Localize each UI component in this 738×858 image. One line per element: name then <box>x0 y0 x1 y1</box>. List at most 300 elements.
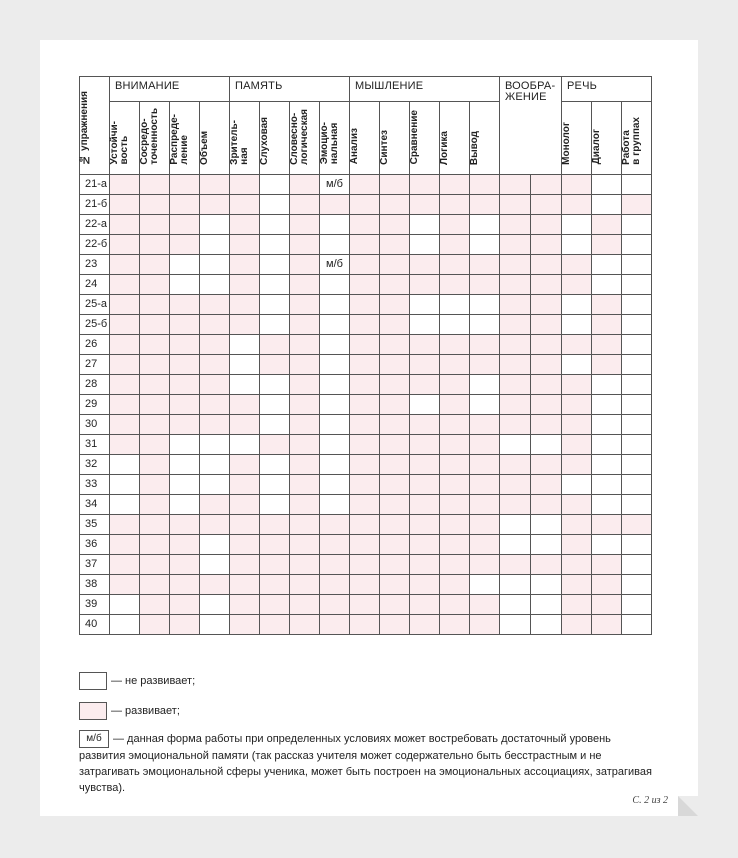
develops-cell <box>410 254 440 274</box>
develops-cell <box>410 334 440 354</box>
not-develops-cell <box>200 234 230 254</box>
develops-cell <box>380 614 410 634</box>
develops-cell <box>350 354 380 374</box>
not-develops-cell <box>592 174 622 194</box>
not-develops-cell <box>260 194 290 214</box>
not-develops-cell <box>622 374 652 394</box>
develops-cell <box>290 174 320 194</box>
develops-cell <box>140 574 170 594</box>
not-develops-cell <box>170 454 200 474</box>
mb-cell: м/б <box>320 254 350 274</box>
develops-cell <box>531 194 562 214</box>
subcolumn-header <box>230 102 260 175</box>
not-develops-cell <box>622 254 652 274</box>
not-develops-cell <box>410 234 440 254</box>
not-develops-cell <box>500 514 531 534</box>
develops-cell <box>592 314 622 334</box>
table-row <box>80 194 652 214</box>
develops-cell <box>440 214 470 234</box>
develops-cell <box>440 354 470 374</box>
subcolumn-header <box>470 102 500 175</box>
subcolumn-label: Сравнение <box>409 110 420 165</box>
not-develops-cell <box>470 574 500 594</box>
develops-cell <box>562 374 592 394</box>
not-develops-cell <box>110 614 140 634</box>
develops-cell <box>110 394 140 414</box>
not-develops-cell <box>230 334 260 354</box>
subcolumn-header <box>110 102 140 175</box>
not-develops-cell <box>260 214 290 234</box>
not-develops-cell <box>592 534 622 554</box>
not-develops-cell <box>622 574 652 594</box>
subcolumn-label: Распреде- ление <box>169 114 190 165</box>
develops-cell <box>562 594 592 614</box>
develops-cell <box>110 554 140 574</box>
group-header: МЫШЛЕНИЕ <box>350 77 500 102</box>
exercise-number-cell: 23 <box>80 254 110 274</box>
subcolumn-header <box>140 102 170 175</box>
develops-cell <box>230 494 260 514</box>
develops-cell <box>531 394 562 414</box>
develops-cell <box>562 554 592 574</box>
develops-cell <box>470 414 500 434</box>
develops-cell <box>260 594 290 614</box>
exercise-number-cell: 30 <box>80 414 110 434</box>
develops-cell <box>290 314 320 334</box>
develops-cell <box>230 414 260 434</box>
not-develops-cell <box>531 594 562 614</box>
not-develops-cell <box>200 454 230 474</box>
not-develops-cell <box>320 354 350 374</box>
develops-cell <box>110 534 140 554</box>
not-develops-cell <box>562 294 592 314</box>
develops-cell <box>622 194 652 214</box>
not-develops-cell <box>592 254 622 274</box>
exercise-number-cell: 22-а <box>80 214 110 234</box>
develops-cell <box>531 474 562 494</box>
develops-cell <box>290 514 320 534</box>
not-develops-cell <box>200 594 230 614</box>
develops-cell <box>350 614 380 634</box>
not-develops-cell <box>500 574 531 594</box>
exercise-number-cell: 26 <box>80 334 110 354</box>
exercise-number-cell: 31 <box>80 434 110 454</box>
develops-cell <box>500 454 531 474</box>
develops-cell <box>290 234 320 254</box>
not-develops-cell <box>260 474 290 494</box>
develops-cell <box>110 334 140 354</box>
develops-cell <box>470 174 500 194</box>
develops-cell <box>500 374 531 394</box>
develops-cell <box>562 194 592 214</box>
not-develops-cell <box>230 434 260 454</box>
develops-cell <box>170 374 200 394</box>
develops-cell <box>320 194 350 214</box>
not-develops-cell <box>320 334 350 354</box>
develops-cell <box>230 534 260 554</box>
not-develops-cell <box>200 614 230 634</box>
not-develops-cell <box>592 274 622 294</box>
subcolumn-header <box>350 102 380 175</box>
develops-cell <box>170 534 200 554</box>
develops-cell <box>380 234 410 254</box>
develops-cell <box>140 214 170 234</box>
develops-cell <box>350 254 380 274</box>
develops-cell <box>592 354 622 374</box>
develops-cell <box>500 234 531 254</box>
develops-cell <box>260 534 290 554</box>
develops-cell <box>380 434 410 454</box>
table-row <box>80 514 652 534</box>
develops-cell <box>410 554 440 574</box>
subcolumn-header <box>320 102 350 175</box>
develops-cell <box>440 394 470 414</box>
develops-cell <box>350 294 380 314</box>
develops-cell <box>440 514 470 534</box>
develops-cell <box>531 294 562 314</box>
develops-cell <box>200 294 230 314</box>
develops-cell <box>170 354 200 374</box>
not-develops-cell <box>562 354 592 374</box>
develops-cell <box>500 214 531 234</box>
develops-cell <box>470 274 500 294</box>
develops-cell <box>290 594 320 614</box>
develops-cell <box>350 594 380 614</box>
develops-cell <box>470 354 500 374</box>
develops-cell <box>380 574 410 594</box>
not-develops-cell <box>500 534 531 554</box>
develops-cell <box>380 554 410 574</box>
table-row <box>80 254 652 274</box>
develops-cell <box>440 614 470 634</box>
page-number: С. 2 из 2 <box>632 795 668 806</box>
develops-cell <box>592 334 622 354</box>
develops-cell <box>110 274 140 294</box>
develops-cell <box>562 454 592 474</box>
develops-cell <box>290 414 320 434</box>
subcolumn-label: Словесно- логическая <box>289 108 310 165</box>
not-develops-cell <box>622 414 652 434</box>
develops-cell <box>562 534 592 554</box>
subcolumn-label: Монолог <box>561 121 572 165</box>
table-row <box>80 334 652 354</box>
develops-cell <box>562 514 592 534</box>
not-develops-cell <box>622 534 652 554</box>
not-develops-cell <box>170 474 200 494</box>
table-row <box>80 354 652 374</box>
develops-cell <box>230 474 260 494</box>
develops-cell <box>290 374 320 394</box>
table-row <box>80 274 652 294</box>
develops-cell <box>140 174 170 194</box>
mb-cell: м/б <box>320 174 350 194</box>
subcolumn-label: Диалог <box>591 129 602 165</box>
not-develops-cell <box>110 494 140 514</box>
legend-mb-box: м/б <box>79 730 109 748</box>
develops-cell <box>440 454 470 474</box>
develops-cell <box>500 254 531 274</box>
develops-cell <box>531 494 562 514</box>
develops-cell <box>140 194 170 214</box>
develops-cell <box>260 614 290 634</box>
develops-cell <box>140 494 170 514</box>
exercise-number-cell: 29 <box>80 394 110 414</box>
develops-cell <box>200 354 230 374</box>
develops-cell <box>440 594 470 614</box>
develops-cell <box>531 214 562 234</box>
develops-cell <box>531 314 562 334</box>
not-develops-cell <box>110 594 140 614</box>
develops-cell <box>320 594 350 614</box>
exercise-number-cell: 32 <box>80 454 110 474</box>
not-develops-cell <box>260 294 290 314</box>
subcolumn-label: Работа в группах <box>621 116 642 165</box>
develops-cell <box>562 334 592 354</box>
legend-mb-note <box>79 730 659 796</box>
develops-cell <box>500 554 531 574</box>
subcolumn-header <box>622 102 652 175</box>
develops-cell <box>562 614 592 634</box>
exercise-number-cell: 25-б <box>80 314 110 334</box>
not-develops-cell <box>440 314 470 334</box>
not-develops-cell <box>500 434 531 454</box>
develops-cell <box>440 174 470 194</box>
develops-cell <box>380 514 410 534</box>
develops-cell <box>380 314 410 334</box>
develops-cell <box>200 514 230 534</box>
develops-cell <box>470 334 500 354</box>
not-develops-cell <box>562 214 592 234</box>
develops-cell <box>470 254 500 274</box>
not-develops-cell <box>622 274 652 294</box>
table-row <box>80 454 652 474</box>
develops-cell <box>380 254 410 274</box>
develops-cell <box>380 334 410 354</box>
table-row <box>80 394 652 414</box>
subcolumn-header <box>562 102 592 175</box>
subcolumn-header <box>170 102 200 175</box>
develops-cell <box>440 574 470 594</box>
develops-cell <box>500 394 531 414</box>
exercise-number-cell: 38 <box>80 574 110 594</box>
not-develops-cell <box>110 474 140 494</box>
develops-cell <box>170 574 200 594</box>
develops-cell <box>410 574 440 594</box>
develops-cell <box>230 614 260 634</box>
subcolumn-header <box>410 102 440 175</box>
develops-cell <box>592 574 622 594</box>
subcolumn-header <box>380 102 410 175</box>
develops-cell <box>140 614 170 634</box>
not-develops-cell <box>531 514 562 534</box>
not-develops-cell <box>470 234 500 254</box>
not-develops-cell <box>260 234 290 254</box>
not-develops-cell <box>531 434 562 454</box>
develops-cell <box>440 194 470 214</box>
not-develops-cell <box>470 294 500 314</box>
not-develops-cell <box>410 294 440 314</box>
develops-cell <box>470 194 500 214</box>
develops-cell <box>140 334 170 354</box>
develops-cell <box>350 534 380 554</box>
develops-cell <box>290 274 320 294</box>
exercise-number-cell: 21-а <box>80 174 110 194</box>
not-develops-cell <box>592 494 622 514</box>
develops-cell <box>380 194 410 214</box>
develops-cell <box>230 274 260 294</box>
not-develops-cell <box>320 494 350 514</box>
develops-cell <box>320 614 350 634</box>
develops-cell <box>440 434 470 454</box>
not-develops-cell <box>562 314 592 334</box>
table-row <box>80 494 652 514</box>
develops-cell <box>440 474 470 494</box>
not-develops-cell <box>200 554 230 574</box>
not-develops-cell <box>260 314 290 334</box>
not-develops-cell <box>622 334 652 354</box>
subcolumn-label: Устойчи- вость <box>109 121 130 165</box>
develops-cell <box>170 234 200 254</box>
develops-cell <box>140 534 170 554</box>
exercise-number-cell: 27 <box>80 354 110 374</box>
group-header: ВООБРА- ЖЕНИЕ <box>500 77 562 175</box>
develops-cell <box>470 474 500 494</box>
not-develops-cell <box>260 494 290 514</box>
exercise-number-cell: 33 <box>80 474 110 494</box>
develops-cell <box>562 414 592 434</box>
develops-cell <box>290 554 320 574</box>
develops-cell <box>470 514 500 534</box>
develops-cell <box>440 494 470 514</box>
subcolumn-label: Зритель- ная <box>229 119 250 165</box>
develops-cell <box>140 354 170 374</box>
develops-cell <box>170 554 200 574</box>
not-develops-cell <box>320 434 350 454</box>
develops-cell <box>200 314 230 334</box>
not-develops-cell <box>230 374 260 394</box>
develops-cell <box>140 514 170 534</box>
not-develops-cell <box>260 374 290 394</box>
develops-cell <box>380 474 410 494</box>
develops-cell <box>110 574 140 594</box>
not-develops-cell <box>170 494 200 514</box>
not-develops-cell <box>622 594 652 614</box>
not-develops-cell <box>531 534 562 554</box>
develops-cell <box>410 414 440 434</box>
develops-cell <box>260 434 290 454</box>
develops-cell <box>500 314 531 334</box>
table-row <box>80 614 652 634</box>
develops-cell <box>350 214 380 234</box>
develops-cell <box>320 574 350 594</box>
develops-cell <box>140 434 170 454</box>
develops-cell <box>110 174 140 194</box>
develops-cell <box>290 214 320 234</box>
subcolumn-label: Логика <box>439 130 450 165</box>
develops-cell <box>562 574 592 594</box>
develops-cell <box>230 514 260 534</box>
develops-cell <box>410 274 440 294</box>
not-develops-cell <box>320 214 350 234</box>
develops-cell <box>230 314 260 334</box>
develops-cell <box>290 294 320 314</box>
develops-cell <box>260 554 290 574</box>
develops-cell <box>531 334 562 354</box>
develops-cell <box>170 174 200 194</box>
develops-cell <box>170 194 200 214</box>
develops-cell <box>200 174 230 194</box>
develops-cell <box>110 214 140 234</box>
develops-cell <box>380 374 410 394</box>
subcolumn-label: Слуховая <box>259 116 270 165</box>
header-exercise-number <box>80 77 110 175</box>
develops-cell <box>440 274 470 294</box>
develops-cell <box>380 454 410 474</box>
table-row <box>80 554 652 574</box>
develops-cell <box>410 494 440 514</box>
not-develops-cell <box>260 414 290 434</box>
develops-cell <box>230 234 260 254</box>
subcolumn-header <box>200 102 230 175</box>
not-develops-cell <box>500 614 531 634</box>
develops-cell <box>170 614 200 634</box>
develops-cell <box>140 274 170 294</box>
develops-cell <box>592 514 622 534</box>
not-develops-cell <box>622 214 652 234</box>
develops-cell <box>200 194 230 214</box>
not-develops-cell <box>622 554 652 574</box>
develops-cell <box>410 594 440 614</box>
not-develops-cell <box>622 354 652 374</box>
develops-cell <box>350 454 380 474</box>
not-develops-cell <box>320 314 350 334</box>
develops-cell <box>350 274 380 294</box>
develops-cell <box>110 434 140 454</box>
table-row <box>80 294 652 314</box>
develops-cell <box>290 354 320 374</box>
not-develops-cell <box>622 234 652 254</box>
develops-cell <box>410 434 440 454</box>
develops-cell <box>470 614 500 634</box>
not-develops-cell <box>170 274 200 294</box>
develops-cell <box>440 554 470 574</box>
develops-cell <box>500 414 531 434</box>
develops-cell <box>110 514 140 534</box>
table-row <box>80 174 652 194</box>
develops-cell <box>350 574 380 594</box>
not-develops-cell <box>200 274 230 294</box>
develops-cell <box>110 354 140 374</box>
develops-cell <box>531 234 562 254</box>
develops-cell <box>230 394 260 414</box>
not-develops-cell <box>592 394 622 414</box>
legend-mb-text: — данная форма работы при определенных условиях может востребовать достаточный уровень развития эмоциональной памяти (так рассказ учителя может содержательно быть бесстрастным и не затрагивать эмоциональной сферы ученика, может быть построен на эмоциональных ассоциациях, затрагивая чувства). <box>79 732 652 794</box>
exercise-number-cell: 34 <box>80 494 110 514</box>
not-develops-cell <box>622 614 652 634</box>
table-row <box>80 534 652 554</box>
develops-cell <box>170 394 200 414</box>
develops-cell <box>230 594 260 614</box>
develops-cell <box>410 534 440 554</box>
not-develops-cell <box>592 434 622 454</box>
subcolumn-label: Сосредо- точенность <box>139 108 160 165</box>
develops-cell <box>110 194 140 214</box>
page-corner-fold <box>678 796 698 816</box>
develops-cell <box>350 314 380 334</box>
not-develops-cell <box>260 394 290 414</box>
develops-cell <box>440 334 470 354</box>
develops-cell <box>440 414 470 434</box>
